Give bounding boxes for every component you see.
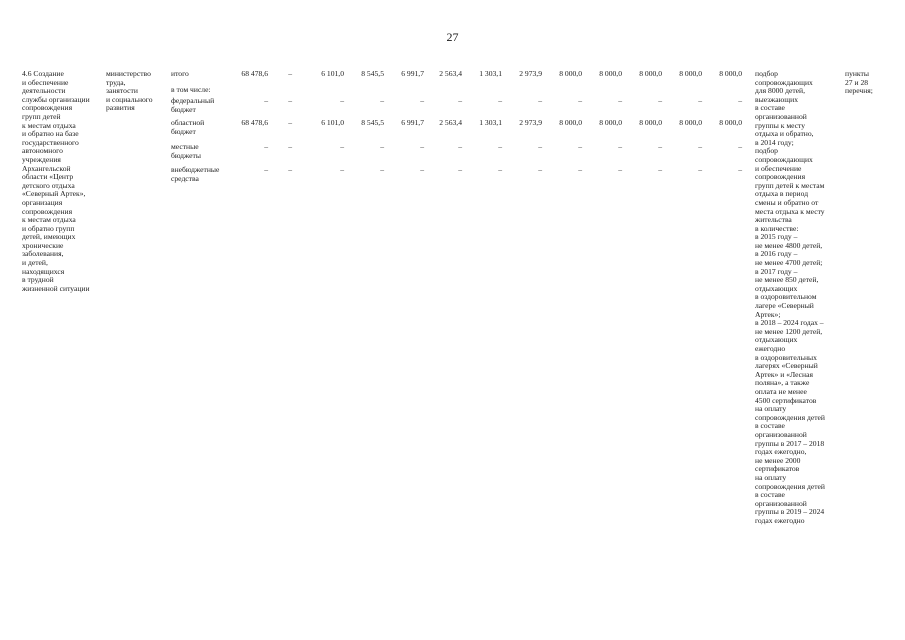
amount-cell: 6 991,7 (401, 69, 424, 78)
amount-cell: – (698, 165, 702, 174)
amount-cell: – (658, 165, 662, 174)
source-label: внебюджетные средства (171, 165, 220, 183)
amount-cell: 8 000,0 (559, 118, 582, 127)
amount-cell: 6 991,7 (401, 118, 424, 127)
amount-cell: 8 000,0 (719, 69, 742, 78)
amount-cell: – (658, 142, 662, 151)
amount-cell: 6 101,0 (321, 118, 344, 127)
amount-cell: – (420, 165, 424, 174)
amount-cell: – (264, 142, 268, 151)
source-label: областной бюджет (171, 118, 205, 136)
amount-cell: – (380, 96, 384, 105)
amount-cell: – (498, 142, 502, 151)
amount-cell: 68 478,6 (241, 118, 268, 127)
amount-cell: 8 000,0 (719, 118, 742, 127)
measure-cell: 4.6 Создание и обеспечение деятельности службы организации сопровождения групп детей к местам отдыха и обратно на базе государственного автономного учреждения Архангельской области «Центр детского отдыха «Северный Артек», организация сопровождения к местам отдыха и обратно групп детей, имеющих хронические заболевания, и детей, находящихся в трудной жизненной ситуации (22, 69, 90, 293)
amount-cell: – (698, 142, 702, 151)
source-label: в том числе: (171, 85, 211, 94)
amount-cell: – (340, 96, 344, 105)
amount-cell: – (340, 165, 344, 174)
amount-cell: – (538, 165, 542, 174)
amount-cell: 8 000,0 (679, 118, 702, 127)
amount-cell: – (498, 96, 502, 105)
amount-cell: 2 563,4 (439, 118, 462, 127)
page-number: 27 (446, 30, 459, 44)
amount-cell: – (498, 165, 502, 174)
amount-cell: 8 000,0 (559, 69, 582, 78)
amount-cell: – (618, 142, 622, 151)
amount-cell: – (738, 142, 742, 151)
amount-cell: 2 563,4 (439, 69, 462, 78)
amount-cell: 6 101,0 (321, 69, 344, 78)
amount-cell: – (420, 142, 424, 151)
amount-cell: – (458, 142, 462, 151)
amount-cell: 2 973,9 (519, 118, 542, 127)
amount-cell: – (538, 96, 542, 105)
amount-cell: – (264, 96, 268, 105)
amount-cell: – (380, 142, 384, 151)
amount-cell: – (458, 96, 462, 105)
amount-cell: – (458, 165, 462, 174)
amount-cell: 8 545,5 (361, 69, 384, 78)
amount-cell: – (538, 142, 542, 151)
amount-cell: – (340, 142, 344, 151)
amount-cell: – (738, 96, 742, 105)
amount-cell: – (698, 96, 702, 105)
amount-cell: – (738, 165, 742, 174)
amount-cell: 2 973,9 (519, 69, 542, 78)
source-label: местные бюджеты (171, 142, 201, 160)
amount-cell: – (578, 96, 582, 105)
amount-cell: 8 000,0 (599, 69, 622, 78)
source-label: итого (171, 69, 189, 78)
executor-cell: министерство труда, занятости и социального развития (106, 69, 153, 113)
amount-cell: – (420, 96, 424, 105)
amount-cell: – (578, 165, 582, 174)
amount-cell: 68 478,6 (241, 69, 268, 78)
result-cell: подбор сопровождающих для 8000 детей, выезжающих в составе организованной группы к месту отдыха и обратно, в 2014 году; подбор сопровождающих и обеспечение сопровождения групп детей к местам отдыха в период смены и обратно от места отдыха к месту жительства в количестве: в 2015 году – не менее 4800 детей, в 2016 году – не менее 4700 детей; в 2017 году – не менее 850 детей, отдыхающих в оздоровительном лагере «Северный Артек»; в 2018 – 2024 годах – не менее 1200 детей, отдыхающих ежегодно в оздоровительных лагерях «Северный Артек» и «Лесная поляна», а также оплата не менее 4500 сертификатов на оплату сопровождения детей в составе организованной группы в 2017 – 2018 годах ежегодно, не менее 2000 сертификатов на оплату сопровождения детей в составе организованной группы в 2019 – 2024 годах ежегодно (755, 69, 825, 525)
amount-cell: 8 545,5 (361, 118, 384, 127)
amount-cell: – (288, 165, 292, 174)
amount-cell: 1 303,1 (479, 118, 502, 127)
amount-cell: 8 000,0 (639, 118, 662, 127)
amount-cell: 8 000,0 (679, 69, 702, 78)
amount-cell: 8 000,0 (599, 118, 622, 127)
amount-cell: 8 000,0 (639, 69, 662, 78)
amount-cell: – (658, 96, 662, 105)
amount-cell: – (618, 96, 622, 105)
amount-cell: – (380, 165, 384, 174)
amount-cell: – (578, 142, 582, 151)
amount-cell: 1 303,1 (479, 69, 502, 78)
amount-cell: – (288, 69, 292, 78)
amount-cell: – (264, 165, 268, 174)
amount-cell: – (288, 142, 292, 151)
amount-cell: – (288, 96, 292, 105)
amount-cell: – (618, 165, 622, 174)
amount-cell: – (288, 118, 292, 127)
reference-cell: пункты 27 и 28 перечня; (845, 69, 873, 96)
source-label: федеральный бюджет (171, 96, 215, 114)
